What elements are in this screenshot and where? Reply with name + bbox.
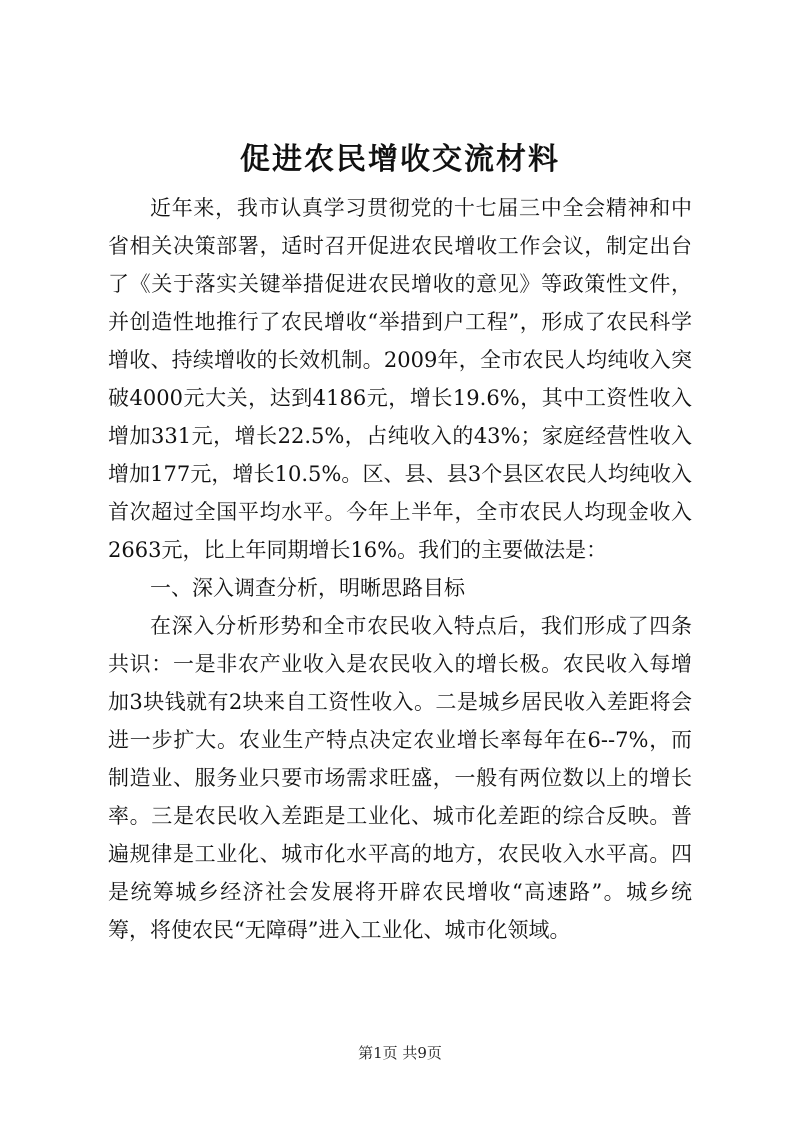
- document-title: 促进农民增收交流材料: [240, 142, 560, 177]
- intro-paragraph: 近年来，我市认真学习贯彻党的十七届三中全会精神和中省相关决策部署，适时召开促进农民增收工作会议，制定出台了《关于落实关键举措促进农民增收的意见》等政策性文件，并创造性地推行了农民增收“举措到户工程”，形成了农民科学增收、持续增收的长效机制。2009年，全市农民人均纯收入突破4000元大关，达到4186元，增长19.6%，其中工资性收入增加331元，增长22.5%，占纯收入的43%；家庭经营性收入增加177元，增长10.5%。区、县、县3个县区农民人均纯收入首次超过全国平均水平。今年上半年，全市农民人均现金收入2663元，比上年同期增长16%。我们的主要做法是：: [108, 196, 692, 562]
- page-number-footer: 第1页 共9页: [358, 1044, 442, 1062]
- section-heading: 一、深入调查分析，明晰思路目标: [150, 576, 465, 600]
- section-paragraph: 在深入分析形势和全市农民收入特点后，我们形成了四条共识：一是非农产业收入是农民收入的增长极。农民收入每增加3块钱就有2块来自工资性收入。二是城乡居民收入差距将会进一步扩大。农业生产特点决定农业增长率每年在6--7%，而制造业、服务业只要市场需求旺盛，一般有两位数以上的增长率。三是农民收入差距是工业化、城市化差距的综合反映。普遍规律是工业化、城市化水平高的地方，农民收入水平高。四是统筹城乡经济社会发展将开辟农民增收“高速路”。城乡统筹，将使农民“无障碍”进入工业化、城市化领域。: [108, 614, 692, 942]
- document-body: [108, 189, 692, 949]
